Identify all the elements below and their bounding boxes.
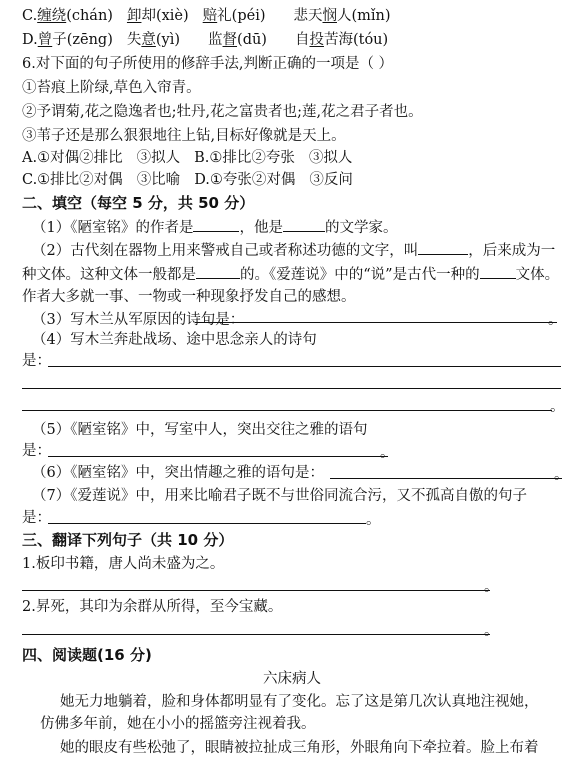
answer-blank[interactable] [283,217,325,232]
period: 。 [484,623,499,639]
answer-line[interactable] [48,523,366,524]
passage-paragraph-2: 她的眼皮有些松弛了，眼睛被拉扯成三角形，外眼角向下牵拉着。脸上布着 [60,740,539,756]
q6-options-ab: A.①对偶②排比 ③拟人 B.①排比②夸张 ③拟人 [22,150,353,166]
answer-blank[interactable] [196,264,240,279]
answer-line[interactable] [195,322,557,323]
answer-line[interactable] [22,634,490,635]
fill-q7: （7）《爱莲说》中，用来比喻君子既不与世俗同流合污，又不孤高自傲的句子 [32,488,527,504]
period: 。 [380,445,395,461]
q6-sentence-3: ③苇子还是那么狠狠地往上钻,目标好像就是天上。 [22,128,346,144]
translate-q1: 1.板印书籍，唐人尚未盛为之。 [22,556,225,572]
q5-option-d: D.曾子(zēng) 失意(yì) 监督(dū) 自投苦海(tóu) [22,32,389,48]
q6-option-a: A.①对偶②排比 [22,150,123,166]
answer-line[interactable] [22,410,552,411]
passage-title: 六床病人 [263,671,321,687]
fill-q4: （4）写木兰奔赴战场、途中思念亲人的诗句 [32,332,317,348]
section-2-heading: 二、填空（每空 5 分，共 50 分） [22,194,255,212]
fill-q5: （5）《陋室铭》中，写室中人，突出交往之雅的语句 [32,422,368,438]
passage-paragraph-1-cont: 仿佛多年前，她在小小的摇篮旁注视着我。 [40,716,316,732]
q6-option-d: D.①夸张②对偶 [194,172,296,188]
answer-line[interactable] [330,478,562,479]
answer-line[interactable] [48,456,388,457]
fill-q5-answer-label: 是： [22,443,51,459]
answer-line[interactable] [48,366,561,367]
fill-q2-line1: （2）古代刻在器物上用来警戒自己或者称述功德的文字，叫 ，后来成为一 [32,240,555,261]
period: 。 [548,312,563,328]
period: 。 [554,467,569,483]
fill-q3: （3）写木兰从军原因的诗句是： [32,312,245,328]
q6-option-c: C.①排比②对偶 [22,172,123,188]
fill-q4-answer-label: 是： [22,353,51,369]
fill-q2-line2: 种文体。这种文体一般都是 的。《爱莲说》中的“说”是古代一种的 文体。 [22,264,559,285]
q6-stem: 6.对下面的句子所使用的修辞手法,判断正确的一项是（ ） [22,56,394,72]
section-4-heading: 四、阅读题(16 分) [22,646,152,664]
answer-line[interactable] [22,388,561,389]
period: 。 [550,399,565,415]
section-3-heading: 三、翻译下列句子（共 10 分） [22,531,234,549]
q6-options-cd: C.①排比②对偶 ③比喻 D.①夸张②对偶 ③反问 [22,172,353,188]
fill-q6: （6）《陋室铭》中，突出情趣之雅的语句是： [32,465,324,481]
fill-q2-line3: 作者大多就一事、一物或一种现象抒发自己的感想。 [22,289,356,305]
period: 。 [484,579,499,595]
fill-q1: （1）《陋室铭》的作者是 ，他是 的文学家。 [32,217,397,238]
q5-option-c: C.缠绕(chán) 卸却(xiè) 赔礼(péi) 悲天悯人(mǐn) [22,8,391,24]
answer-blank[interactable] [193,217,239,232]
period: 。 [366,512,381,528]
q6-option-b: B.①排比②夸张 [194,150,295,166]
answer-line[interactable] [22,590,490,591]
q6-sentence-1: ①苔痕上阶绿,草色入帘青。 [22,80,201,96]
fill-q7-answer-label: 是： [22,510,51,526]
answer-blank[interactable] [480,264,516,279]
answer-blank[interactable] [418,240,468,255]
q6-sentence-2: ②予谓菊,花之隐逸者也;牡丹,花之富贵者也;莲,花之君子者也。 [22,104,423,120]
passage-paragraph-1: 她无力地躺着，脸和身体都明显有了变化。忘了这是第几次认真地注视她， [60,694,539,710]
translate-q2: 2.昇死，其印为余群从所得，至今宝藏。 [22,599,283,615]
